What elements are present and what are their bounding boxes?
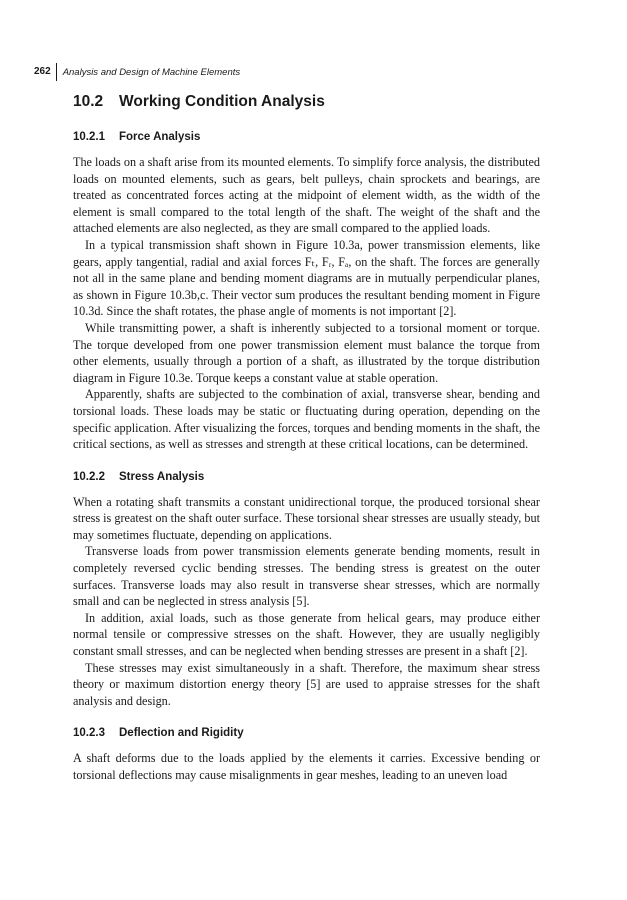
page-content <box>73 92 540 784</box>
subsection-number: 10.2.1 <box>73 131 105 143</box>
subsection-number: 10.2.2 <box>73 470 105 483</box>
paragraph: Transverse loads from power transmission elements generate bending moments, result in completely reversed cyclic bending stresses. The bending stress is greatest on the outer surfaces. Transverse loads may also result in transverse shear stresses, which are normally small and can be neglected in stress analysis [5]. <box>73 544 540 609</box>
running-title: Analysis and Design of Machine Elements <box>62 66 241 78</box>
subsection-title: Force Analysis <box>119 131 201 143</box>
subsection-number: 10.2.3 <box>73 727 105 740</box>
subsection-title: Stress Analysis <box>119 470 205 483</box>
paragraph: When a rotating shaft transmits a constant unidirectional torque, the produced torsional shear stress is greatest on the shaft outer surface. These torsional shear stresses are usually steady, but may sometimes fluctuate, depending on applications. <box>73 494 540 542</box>
section-title: Working Condition Analysis <box>119 93 325 110</box>
subsection-heading-stress-analysis <box>73 469 540 485</box>
paragraph: In addition, axial loads, such as those generate from helical gears, may produce either normal tensile or compressive stresses on the shaft. However, they are usually negligibly constant small stresses, and can be neglected when bending stresses are present in a shaft [2]. <box>73 610 540 659</box>
section-heading <box>73 92 540 112</box>
paragraph: The loads on a shaft arise from its mounted elements. To simplify force analysis, the distributed loads on mounted elements, such as gears, belt pulleys, chain sprockets and bearings, are treated as concentrated forces acting at the midpoint of element width, as the width of the element is small compared to the total length of the shaft. The weight of the shaft and the attached elements are also neglected, as they are small compared to the applied loads. <box>73 155 540 236</box>
section-number: 10.2 <box>73 93 104 110</box>
paragraph: These stresses may exist simultaneously in a shaft. Therefore, the maximum shear stress theory or maximum distortion energy theory [5] are used to appraise stresses for the shaft analysis and design. <box>73 660 540 708</box>
subsection-heading-deflection-and-rigidity <box>73 725 540 741</box>
subsection-heading-force-analysis <box>73 129 540 145</box>
paragraph: While transmitting power, a shaft is inherently subjected to a torsional moment or torque. The torque developed from one power transmission element must balance the torque from other elements, usually through a portion of a shaft, as illustrated by the torque distribution diagram in Figure 10.3e. Torque keeps a constant value at stable operation. <box>73 320 540 385</box>
paragraph: Apparently, shafts are subjected to the combination of axial, transverse shear, bending and torsional loads. These loads may be static or fluctuating during operation, depending on the specific application. After visualizing the forces, torques and bending moments in the shaft, the critical sections, as well as stresses and strength at these critical locations, can be determined. <box>73 387 540 452</box>
paragraph: In a typical transmission shaft shown in Figure 10.3a, power transmission elements, like gears, apply tangential, radial and axial forces Fₜ, Fᵣ, Fₐ, on the shaft. The forces are generally not all in the same plane and bending moment diagrams are in mutually perpendicular planes, as shown in Figure 10.3b,c. Their vector sum produces the resultant bending moment in Figure 10.3d. Since the shaft rotates, the phase angle of moments is not important [2]. <box>73 237 540 319</box>
subsection-title: Deflection and Rigidity <box>119 727 244 740</box>
page-number: 262 <box>34 63 57 81</box>
paragraph: A shaft deforms due to the loads applied by the elements it carries. Excessive bending or torsional deflections may cause misalignments in gear meshes, leading to an uneven load <box>73 751 540 782</box>
running-head <box>34 63 240 81</box>
